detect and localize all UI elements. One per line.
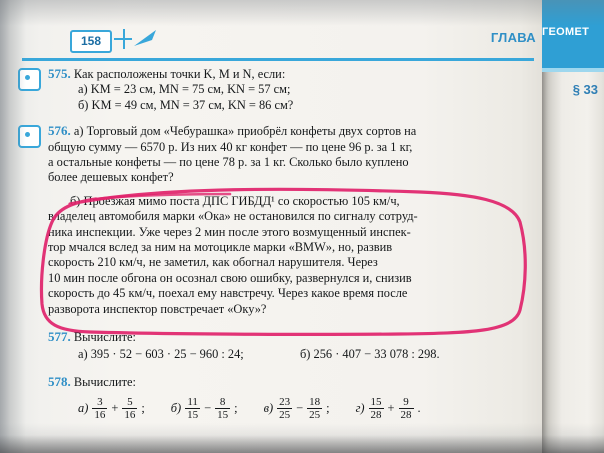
task-575-item-b: б) KM = 49 см, MN = 37 см, KN = 86 см? [78, 97, 294, 112]
task-577-prompt: Вычислите: [73, 330, 136, 345]
task-576-a-line-2: общую сумму — 6570 р. Из них 40 кг конфет — по цене 96 р. за 1 кг, [48, 139, 413, 154]
task-578-b-semicolon: ; [234, 400, 238, 415]
task-576-b-line-8: разворота инспектор повстречает «Оку»? [48, 301, 267, 316]
task-576-b-line-2: владелец автомобиля марки «Ока» не остановился по сигналу сотруд- [48, 209, 418, 224]
adjacent-page-header-rule [542, 68, 604, 72]
task-578-v-semicolon: ; [326, 400, 330, 415]
task-575-item-a: а) KM = 23 см, MN = 75 см, KN = 57 см; [78, 82, 291, 97]
task-575-number: 575. [48, 66, 71, 81]
task-576-a-line-3: а остальные конфеты — по цене 78 р. за 1 кг. Сколько было куплено [48, 155, 409, 170]
task-578-number: 578. [48, 373, 71, 389]
page-number: 158 [70, 30, 112, 53]
task-578-g-right-fraction: $\frac{9}{28}$ [400, 395, 412, 421]
task-577 [48, 329, 522, 361]
task-578-item-g [356, 396, 421, 421]
task-576 [48, 123, 522, 317]
task-578 [48, 374, 522, 421]
task-578-g-operator: + [387, 400, 395, 415]
task-578-a-left-fraction: $\frac{3}{16}$ [94, 395, 106, 421]
task-578-v-operator: − [296, 400, 304, 415]
task-576-a-line-1: а) Торговый дом «Чебурашка» приобрёл конфеты двух сортов на [73, 124, 417, 139]
adjacent-page-title: ГЕОМЕТ [542, 26, 590, 38]
task-577-item-a: а) 395 · 52 − 603 · 25 − 960 : 24; [78, 346, 244, 361]
task-576-b-line-4: тор мчался вслед за ним на мотоцикле марки «BMW», но, развив [48, 240, 393, 255]
task-576-number: 576. [48, 123, 71, 139]
task-578-v-left-fraction: $\frac{23}{25}$ [279, 395, 291, 421]
task-578-a-label: а) [78, 400, 89, 415]
task-575 [48, 66, 522, 113]
task-576-b-highlighted [48, 194, 522, 317]
task-578-b-operator: − [204, 400, 212, 415]
task-578-a-semicolon: ; [141, 400, 145, 415]
task-578-item-v [264, 396, 330, 421]
task-578-fraction-row [48, 396, 522, 421]
task-576-b-line-3: ника инспекции. Уже через 2 мин после этого возмущенный инспек- [48, 224, 411, 239]
task-576-b-line-6: 10 мин после обгона он осознал свою ошибку, развернулся и, снизив [48, 270, 412, 285]
task-578-a-operator: + [111, 400, 119, 415]
adjacent-page [542, 0, 604, 453]
task-576-b-line-5: скорость 210 км/ч, не заметил, как обогнал нарушителя. Через [48, 255, 378, 270]
task-578-v-label: в) [263, 400, 274, 415]
task-578-prompt: Вычислите: [73, 374, 136, 389]
task-bullet-icon [18, 125, 41, 148]
task-577-item-b: б) 256 · 407 − 33 078 : 298. [300, 346, 440, 361]
task-578-g-period: . [417, 400, 421, 415]
page-content [48, 66, 522, 428]
task-576-b-line-7: скорость до 45 км/ч, поехал ему навстречу. Через какое время после [48, 286, 408, 301]
adjacent-page-section: § 33 [572, 82, 598, 97]
task-578-b-right-fraction: $\frac{8}{15}$ [217, 395, 229, 421]
task-578-b-left-fraction: $\frac{11}{15}$ [187, 395, 199, 421]
header-rule [22, 58, 534, 61]
header-decoration-icon [112, 26, 158, 52]
task-575-prompt: Как расположены точки K, M и N, если: [73, 67, 286, 81]
task-578-a-right-fraction: $\frac{5}{16}$ [124, 395, 136, 421]
task-578-g-left-fraction: $\frac{15}{28}$ [370, 395, 382, 421]
task-577-number: 577. [48, 329, 71, 345]
task-576-b-line-1: б) Проезжая мимо поста ДПС ГИБДД¹ со скоростью 105 км/ч, [70, 193, 400, 208]
task-578-item-b [171, 396, 238, 421]
task-576-a-line-4: более дешевых конфет? [48, 170, 174, 185]
chapter-label: ГЛАВА [490, 30, 536, 45]
task-578-b-label: б) [170, 400, 182, 415]
task-578-g-label: г) [355, 400, 365, 415]
task-bullet-icon [18, 68, 41, 91]
task-578-item-a [78, 396, 145, 421]
task-578-v-right-fraction: $\frac{18}{25}$ [309, 395, 321, 421]
